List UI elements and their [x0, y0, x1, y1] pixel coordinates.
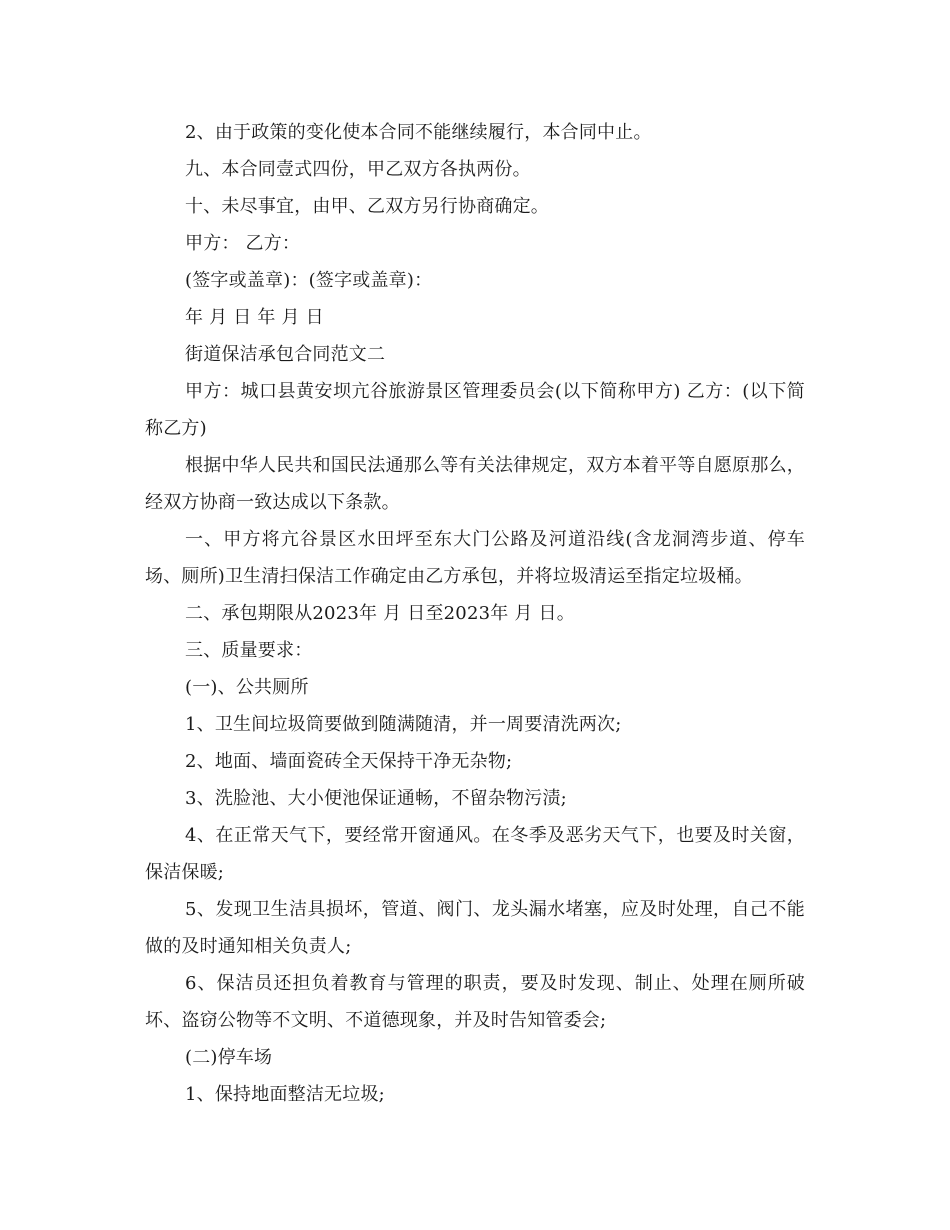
toilet-item-5: 5、发现卫生洁具损坏，管道、阀门、龙头漏水堵塞，应及时处理，自己不能做的及时通知相关负责人;	[145, 899, 805, 957]
paragraph-termination-clause: 2、由于政策的变化使本合同不能继续履行，本合同中止。	[185, 122, 652, 143]
toilet-item-1: 1、卫生间垃圾筒要做到随满随清，并一周要清洗两次;	[185, 714, 622, 735]
signature-seal-line: (签字或盖章)：(签字或盖章)：	[185, 270, 433, 291]
signature-parties: 甲方： 乙方：	[185, 233, 301, 254]
clause-one-scope: 一、甲方将亢谷景区水田坪至东大门公路及河道沿线(含龙洞湾步道、停车场、厕所)卫生清扫保洁工作确定由乙方承包，并将垃圾清运至指定垃圾桶。	[145, 529, 805, 587]
subsection-public-toilets: (一)、公共厕所	[185, 677, 309, 698]
toilet-item-3: 3、洗脸池、大小便池保证通畅，不留杂物污渍;	[185, 788, 567, 809]
paragraph-unresolved-matters: 十、未尽事宜，由甲、乙双方另行协商确定。	[185, 196, 549, 217]
toilet-item-2: 2、地面、墙面瓷砖全天保持干净无杂物;	[185, 751, 513, 772]
parking-item-1: 1、保持地面整洁无垃圾;	[185, 1084, 385, 1105]
document-page	[145, 114, 805, 1113]
paragraph-parties: 甲方：城口县黄安坝亢谷旅游景区管理委员会(以下简称甲方) 乙方：(以下简称乙方)	[145, 381, 805, 439]
clause-two-term: 二、承包期限从2023年 月 日至2023年 月 日。	[185, 603, 575, 624]
subsection-parking-lot: (二)停车场	[185, 1047, 273, 1068]
toilet-item-6: 6、保洁员还担负着教育与管理的职责，要及时发现、制止、处理在厕所破坏、盗窃公物等不文明、不道德现象，并及时告知管委会;	[145, 973, 805, 1031]
paragraph-legal-basis: 根据中华人民共和国民法通那么等有关法律规定，双方本着平等自愿原那么，经双方协商一致达成以下条款。	[145, 455, 805, 513]
section-title-sample-two: 街道保洁承包合同范文二	[185, 344, 386, 365]
paragraph-copies-clause: 九、本合同壹式四份，甲乙双方各执两份。	[185, 159, 531, 180]
signature-date-line: 年 月 日 年 月 日	[185, 307, 324, 328]
toilet-item-4: 4、在正常天气下，要经常开窗通风。在冬季及恶劣天气下，也要及时关窗，保洁保暖;	[145, 825, 805, 883]
clause-three-quality: 三、质量要求：	[185, 640, 313, 661]
